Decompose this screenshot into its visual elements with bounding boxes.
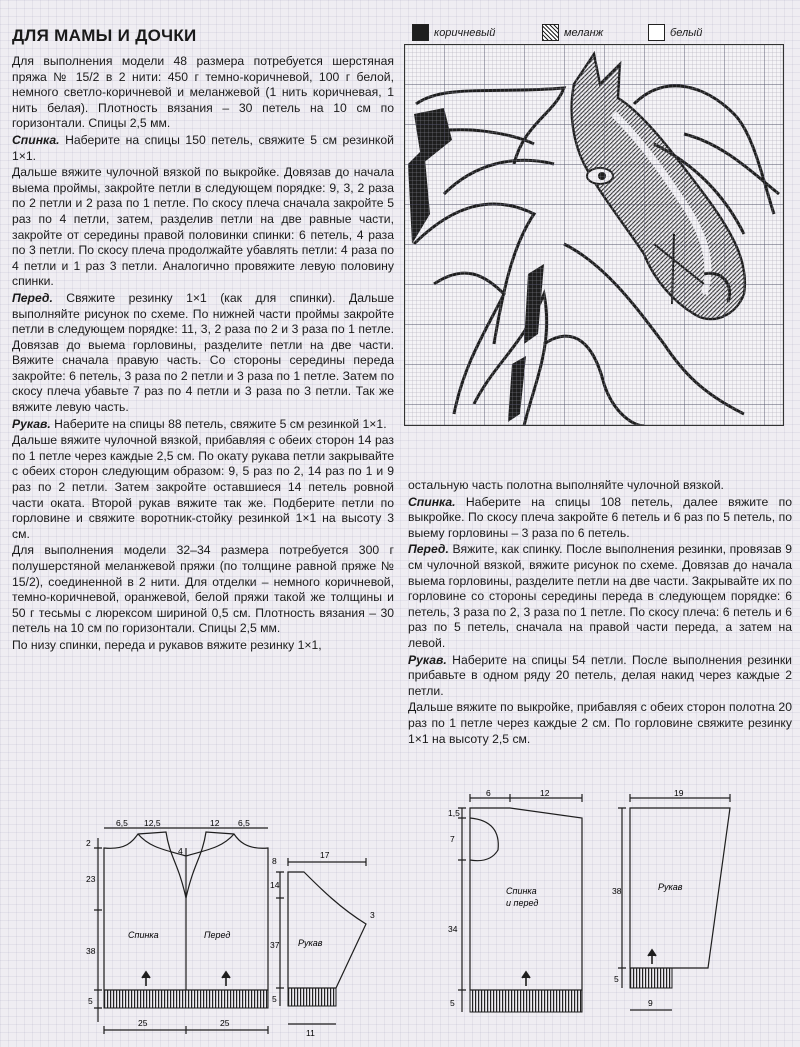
dim-label: 25 <box>220 1018 230 1028</box>
dim-label: 17 <box>320 850 330 860</box>
front-paragraph <box>12 291 394 416</box>
side-dimension-line <box>618 808 626 988</box>
dim-label: 5 <box>88 996 93 1006</box>
child-sleeve-pattern <box>612 790 742 1020</box>
legend-melange <box>542 24 603 41</box>
back-text: Наберите на спицы 150 петель, свяжите 5 см резинкой 1×1. <box>12 132 394 163</box>
cuff-rib-band <box>288 988 336 1006</box>
adult-body-pattern <box>86 818 282 1040</box>
legend-brown <box>412 24 495 41</box>
dim-label: 11 <box>306 1028 315 1038</box>
continuation-paragraph: остальную часть полотна выполняйте чулочной вязкой. <box>408 478 724 492</box>
piece-label: Спинка <box>506 886 537 896</box>
child-back-text: Наберите на спицы 108 петель, далее вяжите по выкройке. По скосу плеча закройте 6 петель и 6 раз по 5 петель, по выему горловины – 3 раза по 6 петель. <box>408 494 792 540</box>
chart-major-grid <box>404 44 784 426</box>
dim-label: 38 <box>86 946 96 956</box>
back-paragraph-2: Дальше вяжите чулочной вязкой по выкройке. Довязав до начала выема проймы, закройте петли в следующем порядке: 9, 3, 2 раза по 2 петли и 2 раза по 1 петле. По скосу плеча сначала закройте 5 раз по 4 петли, затем, разделив петли на две равные части, закройте от середины правой половинки спинки: 6 петель, 4 раза по 3 петли. По скосу плеча продолжайте убавлять петли: 4 раза по 4 петли и 1 раз 3 петли. Аналогично провяжите левую половину спинки. <box>12 165 394 289</box>
legend-white <box>648 24 702 41</box>
legend-label: белый <box>670 26 703 39</box>
dim-label: 3 <box>370 910 375 920</box>
front-text: Свяжите резинку 1×1 (как для спинки). Дальше выполняйте рисунок по схеме. По нижней части проймы закройте петли в следующем порядке: 11, 3, 2 раза по 2 и 3 раза по 1 петле. Довязав до выема горловины, разделите петли на две части. Вяжите сначала правую часть. Со стороны середины переда закройте: 6 петель, 3 раза по 2 петли и 3 раза по 1 петле. Затем по скосу плеча убавьте 7 раз по 4 петли и 3 раза по 3 петли. Так же вяжите левую часть. <box>12 290 394 415</box>
legend-label: меланж <box>564 26 604 39</box>
back-paragraph <box>12 133 394 164</box>
sleeve-outline <box>288 872 366 988</box>
horse-knitting-chart <box>404 44 784 426</box>
piece-label: Спинка <box>128 930 159 940</box>
knit-direction-arrow-icon <box>142 972 150 986</box>
knit-direction-arrow-icon <box>222 972 230 986</box>
child-sleeve-text: Наберите на спицы 54 петли. После выполнения резинки прибавьте в одном ряду 20 петель, делая накид через каждые 2 петли. <box>408 652 792 698</box>
child-front-lead: Перед. <box>408 542 449 557</box>
neckline-curve <box>470 818 498 861</box>
sleeve-text: Наберите на спицы 88 петель, свяжите 5 см резинкой 1×1. <box>50 416 387 431</box>
knit-direction-arrow-icon <box>522 972 530 986</box>
child-sleeve-paragraph <box>408 653 792 700</box>
white-swatch-icon <box>648 24 665 41</box>
dim-label: 23 <box>86 874 96 884</box>
dim-label: 6,5 <box>238 818 250 828</box>
side-dimension-line <box>458 808 466 1012</box>
sleeve-paragraph <box>12 417 394 433</box>
dim-label: 5 <box>272 994 277 1004</box>
side-dimension-line <box>94 838 102 1022</box>
intro-paragraph: Для выполнения модели 48 размера потребуется шерстяная пряжа № 15/2 в 2 нити: 450 г темно-коричневой, 100 г белой, немного светло-коричневой и меланжевой (1 нить коричневая, 1 нить белая). Плотность вязания – 30 петель на 10 см по горизонтали. Спицы 2,5 мм. <box>12 54 394 131</box>
child-back-lead: Спинка. <box>408 494 456 509</box>
sleeve-lead: Рукав. <box>12 416 51 431</box>
dim-label: 2 <box>86 838 91 848</box>
piece-label: Рукав <box>658 882 683 892</box>
side-dimension-line <box>276 872 284 1006</box>
dim-label: 7 <box>450 834 455 844</box>
bottom-dimension-line <box>104 1026 268 1034</box>
legend-label: коричневый <box>434 26 496 39</box>
piece-label: и перед <box>506 898 539 908</box>
dim-label: 8 <box>272 856 277 866</box>
child-body-pattern <box>448 790 608 1022</box>
rib-band <box>470 990 582 1012</box>
dim-label: 5 <box>450 998 455 1008</box>
instructions-column-left <box>12 54 394 655</box>
dim-label: 4 <box>178 846 183 856</box>
cuff-rib-band <box>630 968 672 988</box>
adult-sleeve-pattern <box>270 848 390 1040</box>
dim-label: 12 <box>210 818 220 828</box>
child-sleeve-lead: Рукав. <box>408 652 447 667</box>
rib-band <box>104 990 268 1008</box>
dim-label: 37 <box>270 940 280 950</box>
dim-label: 5 <box>614 974 619 984</box>
dim-label: 25 <box>138 1018 148 1028</box>
sleeve-paragraph-2: Дальше вяжите чулочной вязкой, прибавляя с обеих сторон 14 раз по 1 петле через каждые 2,5 см. По окату рукава петли закрывайте с обеих сторон следующим образом: 9, 5 раз по 2, 14 раз по 1 и 9 раз по 2 петли. Затем закройте оставшиеся 14 петель ровной части оката. Второй рукав вяжите так же. Подберите петли по горловине и свяжите воротник-стойку резинкой 1×1 на высоту 3 см. <box>12 433 394 541</box>
back-lead: Спинка. <box>12 132 60 147</box>
dim-label: 12 <box>540 790 550 798</box>
dim-label: 1,5 <box>448 808 460 818</box>
melange-swatch-icon <box>542 24 559 41</box>
brown-swatch-icon <box>412 24 429 41</box>
dim-label: 9 <box>648 998 653 1008</box>
child-front-text: Вяжите, как спинку. После выполнения резинки, провязав 9 см чулочной вязкой, вяжите рисунок по схеме. Довязав до начала выема горловины, разделите петли на две части. Закрывайте их по горловине со стороны середины переда в следующем порядке: 6 петель, 3 раза по 2, 3 раза по 1 петле. По скосу плеча: 6 петель и 6 раз по 5 петель, сначала на правой части переда, а затем на левой. <box>408 542 792 650</box>
dim-label: 6 <box>486 790 491 798</box>
piece-label: Перед <box>204 930 231 940</box>
dim-label: 6,5 <box>116 818 128 828</box>
dim-label: 12,5 <box>144 818 161 828</box>
knit-direction-arrow-icon <box>648 950 656 964</box>
child-back-paragraph <box>408 495 792 542</box>
piece-label: Рукав <box>298 938 323 948</box>
dim-label: 34 <box>448 924 458 934</box>
dim-label: 19 <box>674 790 684 798</box>
front-lead: Перед. <box>12 290 53 305</box>
child-front-paragraph <box>408 542 792 651</box>
dim-label: 38 <box>612 886 622 896</box>
child-intro-paragraph: Для выполнения модели 32–34 размера потребуется 300 г полушерстяной меланжевой пряжи (по толщине равной пряже № 15/2), соединенной в 2 нити. Для отделки – немного коричневой, темно-коричневой, оранжевой, белой пряжи такой же толщины и 50 г тесьмы с люрексом шириной 0,5 см. Плотность вязания – 30 петель на 10 см по горизонтали. Спицы 2,5 мм. <box>12 543 394 636</box>
instructions-column-right <box>408 478 792 748</box>
child-sleeve-paragraph-2: Дальше вяжите по выкройке, прибавляя с обеих сторон полотна 20 раз по 1 петле через каждые 2 см. По горловине свяжите резинку 1×1 на высоту 2,5 см. <box>408 700 792 746</box>
dim-label: 14 <box>270 880 280 890</box>
page-title: ДЛЯ МАМЫ И ДОЧКИ <box>12 26 197 45</box>
child-rib-paragraph: По низу спинки, переда и рукавов вяжите резинку 1×1, <box>12 637 322 652</box>
